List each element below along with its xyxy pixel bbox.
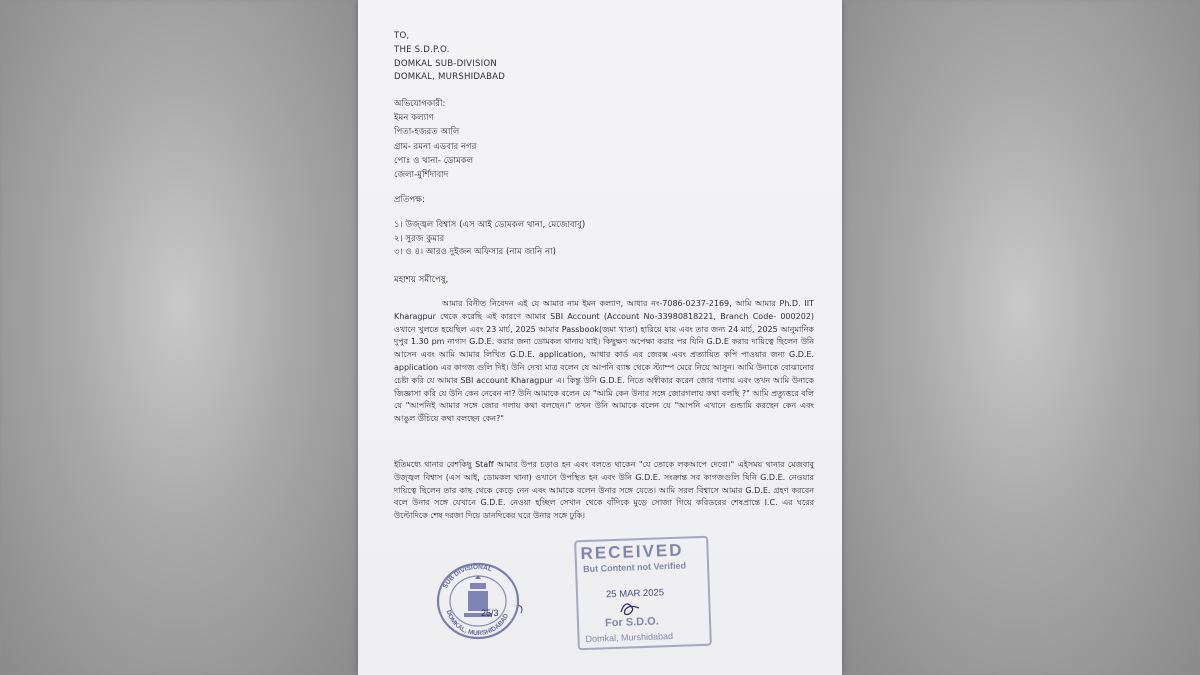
- opponent-item: ২। সুরজ কুমার: [394, 233, 445, 244]
- received-stamp-place: Domkal, Murshidabad: [585, 630, 674, 645]
- received-stamp-title: RECEIVED: [580, 540, 684, 564]
- received-stamp-subtitle: But Content not Verified: [582, 560, 687, 575]
- received-stamp-for: For S.D.O.: [604, 615, 659, 630]
- opponents-heading: প্রতিপক্ষ:: [394, 195, 426, 205]
- blurred-background-left: [0, 0, 360, 675]
- opponents-list: [394, 219, 585, 260]
- opponent-item: ১। উজ্জ্বল বিশ্বাস (এস আই ডোমকল থানা, মেজোবাবু): [394, 220, 586, 230]
- to-line: TO,: [394, 31, 410, 41]
- complainant-name: ইমন কল্যাণ: [394, 113, 434, 124]
- received-stamp: [574, 536, 712, 651]
- initials-signature: [615, 598, 647, 618]
- letter-page: [358, 0, 842, 675]
- salutation: মহাশয় সমীপেষু,: [394, 275, 449, 285]
- opponent-item: ৩। ও ৪। আরও দুইজন অফিসার (নাম জানি না): [394, 247, 556, 257]
- complainant-father: পিতা-হজরত আলি: [394, 127, 460, 138]
- recipient-title: THE S.D.P.O.: [394, 44, 450, 55]
- complaint-paragraph-1: আমার বিনীত নিবেদন এই যে আমার নাম ইমন কল্যাণ, আধার নং-7086-0237-2169, আমি আমার Ph.D. IIT Kharagpur থেকে করেছি এই কারণে আমার SBI Account (Account No-33980818221, Branch Code- 000202) ওখানে খুলতে হয়েছিল এবং 23 মার্চ, 2025 আমার Passbook(জমা খাতা) হারিয়ে যায় এবং তার জন্য 24 মার্চ, 2025 আনুমানিক দুপুর 1.30 pm নাগাদ G.D.E. করার জন্য ডোমকল থানায় যাই। কিছুক্ষণ অপেক্ষা করার পর যিনি G.D.E করার দায়িত্বে ছিলেন উনি আসেন এবং আমি আমার লিখিত G.D.E. application, আধার কার্ড এর জেরক্স এবং প্রত্যায়িত কপি পাওয়ার জন্য G.D.E. application এর কাগজ গুলি দিই। উনি দেখা মাত্র বলেন যে আপনি ব্যাঙ্ক থেকে স্ট্যাম্প মেরে নিয়ে আসুন। আমি উনাকে বোঝানোর চেষ্টা করি যে আমার SBI account Kharagpur এ। কিন্তু উনি G.D.E. নিতে অস্বীকার করেন জোর গলায় এবং তখন আমি উনাকে জিজ্ঞাসা করি যে উনি কেন নেবেন না? উনি আমাকে বলেন যে "আমি কেন উনার সঙ্গে জোরগলায় কথা বলছি ?" আমি প্রত্যুত্তরে বলি যে "আপনিই আমার সঙ্গে জোর গলায় কথা বলছেন।" তখন উনি আমাকে বলেন যে "আপনি এখানে গুন্ডামি করছেন কেন এবং আঙুল উঁচিয়ে কথা বলছেন কেন?": [394, 299, 814, 424]
- received-stamp-date: 25 MAR 2025: [605, 587, 665, 601]
- seal-top-text: SUB DIVISIONAL: [442, 563, 493, 590]
- recipient-subdivision: DOMKAL SUB-DIVISION: [394, 58, 497, 69]
- recipient-address: [394, 30, 505, 85]
- complainant-village: গ্রাম- রমনা এডবার নগর: [394, 141, 477, 152]
- complainant-heading: অভিযোগকারী:: [394, 99, 446, 109]
- complaint-paragraph-2: ইতিমধ্যে থানার বেশকিছু Staff আমার উপর চড়াও হন এবং বলতে থাকেন "যে তোকে লকআপে দেবো।" এইসময় থানার মেজবাবু উজ্জ্বল বিশ্বাস (এস আই, ডোমকল থানা) ওখানে উপস্থিত হন এবং উনি G.D.E. সংক্রান্ত সব কাগজগুলি যিনি G.D.E. নেওয়ার দায়িত্বে ছিলেন তার কাছ থেকে কেড়ে নেন এবং আমাকে বলেন উনার সঙ্গে যেতে। আমি সরল বিশ্বাসে আমার G.D.E. গ্রহণ করবেন বলে উনার সঙ্গে যেখানে G.D.E. নেওয়া হচ্ছিল সেখান থেকে বাঁদিকে মুড়ে সোজা গিয়ে করিডরের শেষপ্রান্তে I.C. এর ঘরের উল্টোদিকে শেষ দরজা দিয়ে ডানদিকের ঘরে উনার সঙ্গে ঢুকি।: [394, 460, 814, 521]
- recipient-location: DOMKAL, MURSHIDABAD: [394, 72, 506, 83]
- complainant-district: জেলা-মুর্শিদাবাদ: [394, 170, 449, 181]
- seal-number: 25/3: [481, 608, 499, 618]
- complainant-block: [394, 97, 476, 182]
- blurred-background-right: [840, 0, 1200, 675]
- seal-bottom-text: DOMKAL, MURSHIDABAD: [444, 609, 511, 638]
- official-round-seal: [434, 561, 526, 641]
- complainant-post: পোঃ ও থানা- ডোমকল: [394, 155, 474, 166]
